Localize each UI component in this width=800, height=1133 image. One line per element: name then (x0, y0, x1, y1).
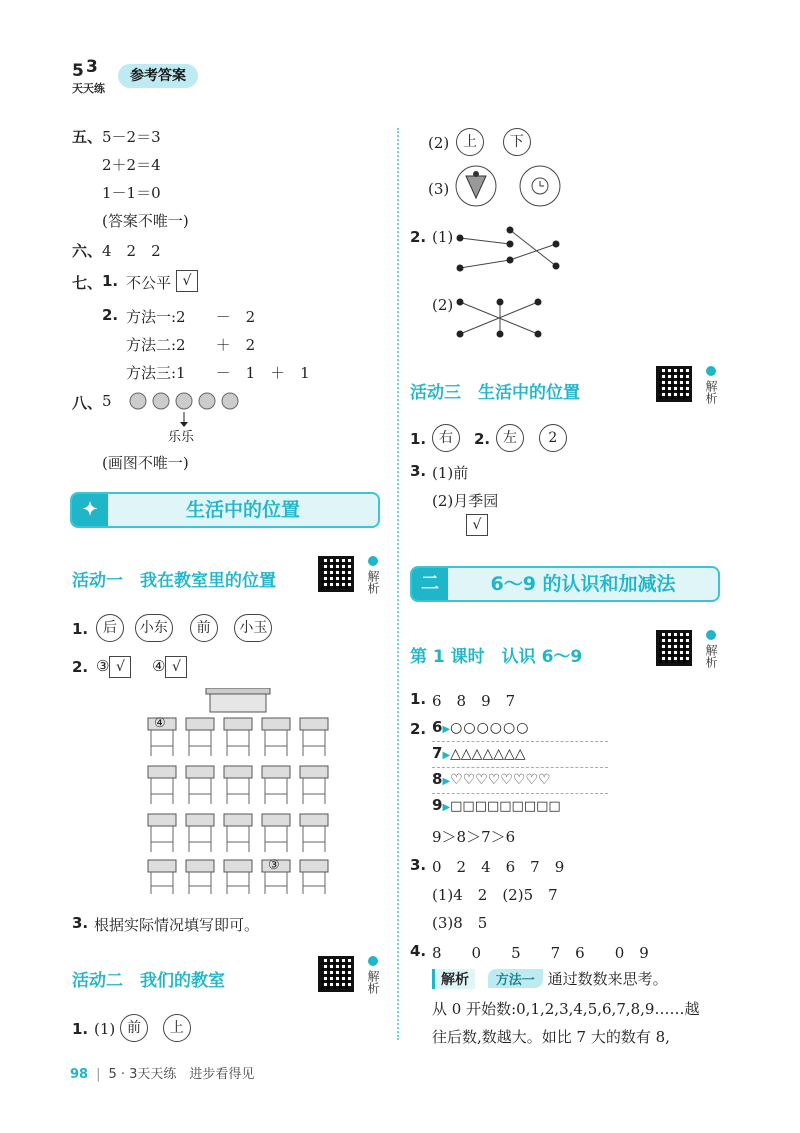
qr-label: 解析 (704, 644, 718, 668)
footer-text: 5 · 3天天练 进步看得见 (108, 1067, 255, 1082)
q7-item2-num: 2. (102, 306, 119, 324)
classroom-desks-illustration (144, 688, 334, 902)
section-number-icon: 二 (412, 568, 448, 600)
svg-text:5: 5 (72, 61, 84, 81)
q8-answer: 5 (102, 392, 112, 410)
shape-row: 8▶♡♡♡♡♡♡♡♡ (432, 770, 608, 794)
a3-q2-answers (496, 424, 567, 452)
l1-q3-line-1: 0 2 4 6 7 9 (432, 858, 565, 876)
q7-item1-text: 不公平 (126, 274, 172, 292)
a3-q1-answer: 右 (432, 424, 460, 452)
answer-circle: 上 (456, 128, 484, 156)
a1-q2-answer-a: ③ √ (96, 656, 131, 678)
a3-q3-a: (1)前 (432, 464, 469, 482)
answer-circle: 小东 (135, 614, 173, 642)
answer-circle: 前 (190, 614, 218, 642)
desk-label-bottom: ③ (268, 858, 280, 873)
section-2-title: 6～9 的认识和加减法 (490, 573, 676, 595)
a1-q1-num: 1. (72, 620, 89, 638)
q8-arrow-label: 乐乐 (168, 430, 195, 445)
svg-text:3: 3 (86, 57, 98, 77)
answer-circle: 后 (96, 614, 124, 642)
answer-circle: 前 (120, 1014, 148, 1042)
play-icon (368, 956, 378, 966)
shape-row: 9▶□□□□□□□□□ (432, 796, 561, 814)
a3-q3-b: (2)月季园 (432, 492, 499, 510)
section-banner-1 (70, 492, 380, 528)
q8-note: (画图不唯一) (102, 454, 189, 472)
column-divider (397, 128, 399, 1040)
l1-q3-num: 3. (410, 856, 427, 874)
l1-q2-num: 2. (410, 720, 427, 738)
tent-icon (454, 164, 498, 212)
qr-code-icon[interactable] (318, 556, 354, 592)
qr-code-icon[interactable] (656, 366, 692, 402)
q7-method-2: 方法二:2 ＋ 2 (126, 336, 256, 354)
page-number: 98 (70, 1067, 89, 1082)
qr-label: 解析 (366, 970, 380, 994)
q5-line-3: 1－1＝0 (102, 184, 161, 202)
q5-note: (答案不唯一) (102, 212, 189, 230)
q7-check-box: √ (176, 270, 198, 292)
a1-q1-answers (96, 614, 272, 642)
play-icon (706, 630, 716, 640)
a1-q3-num: 3. (72, 914, 89, 932)
q7-method-3: 方法三:1 － 1 ＋ 1 (126, 364, 310, 382)
a3-q2-num: 2. (474, 430, 491, 448)
a3-q1-num: 1. (410, 430, 427, 448)
analysis-row (432, 968, 668, 989)
answer-key-badge: 参考答案 (118, 64, 198, 88)
clock-icon (518, 164, 562, 212)
qr-label: 解析 (704, 380, 718, 404)
l1-q1-answer: 6 8 9 7 (432, 692, 516, 710)
l1-q1-num: 1. (410, 690, 427, 708)
brand-logo (70, 56, 114, 96)
analysis-para-2: 往后数,数越大。如比 7 大的数有 8, (432, 1028, 670, 1046)
q5-line-2: 2＋2＝4 (102, 156, 161, 174)
q6-answer: 4 2 2 (102, 242, 161, 260)
matching-lines-2 (456, 294, 546, 348)
svg-text:天天练: 天天练 (72, 82, 105, 95)
page-footer: 98 | 5 · 3天天练 进步看得见 (70, 1067, 255, 1082)
activity-1-title: 活动一 我在教室里的位置 (72, 571, 276, 591)
q7-label: 七、 (72, 274, 103, 292)
r-q2-num: 2. (410, 228, 427, 246)
play-icon (368, 556, 378, 566)
q8-label: 八、 (72, 394, 103, 412)
r3-sub: (3) (428, 180, 450, 198)
a2-q1-answers (120, 1014, 191, 1042)
diamond-icon: ✦ (72, 494, 108, 526)
l1-q3-line-3: (3)8 5 (432, 914, 488, 932)
section-1-title: 生活中的位置 (185, 499, 300, 521)
a1-q3-text: 根据实际情况填写即可。 (94, 916, 260, 934)
answer-circle: 左 (496, 424, 524, 452)
q7-method-1: 方法一:2 － 2 (126, 308, 256, 326)
qr-label: 解析 (366, 570, 380, 594)
play-icon (706, 366, 716, 376)
activity-3-title: 活动三 生活中的位置 (410, 383, 580, 403)
q5-line-1: 5－2＝3 (102, 128, 161, 146)
answer-circle: 2 (539, 424, 567, 452)
r-q2-sub2: (2) (432, 296, 454, 314)
shape-row: 7▶△△△△△△△ (432, 744, 608, 768)
analysis-tag: 解析 (432, 969, 475, 989)
a1-q2-num: 2. (72, 658, 89, 676)
answer-circle: 上 (163, 1014, 191, 1042)
r2-sub: (2) (428, 134, 450, 152)
l1-q3-line-2: (1)4 2 (2)5 7 (432, 886, 558, 904)
analysis-text: 通过数数来思考。 (547, 970, 668, 988)
q6-label: 六、 (72, 242, 103, 260)
method-tag: 方法一 (488, 969, 543, 988)
q7-item1-num: 1. (102, 272, 119, 290)
a2-q1-num: 1. (72, 1020, 89, 1038)
matching-lines-1 (456, 224, 566, 278)
l1-q2-compare: 9＞8＞7＞6 (432, 828, 516, 846)
a2-q1-sub: (1) (94, 1020, 116, 1038)
activity-2-title: 活动二 我们的教室 (72, 971, 225, 991)
answer-circle: 小玉 (234, 614, 272, 642)
qr-code-icon[interactable] (656, 630, 692, 666)
answer-circle: 下 (503, 128, 531, 156)
l1-q4-answer: 8 0 5 7 6 0 9 (432, 944, 649, 962)
q5-label: 五、 (72, 128, 103, 146)
a1-q2-answer-b: ④ √ (152, 656, 187, 678)
section-banner-2 (410, 566, 720, 602)
l1-q4-num: 4. (410, 942, 427, 960)
a3-q3-num: 3. (410, 462, 427, 480)
shape-row: 6▶○○○○○○ (432, 718, 608, 742)
a3-q3-check: √ (466, 514, 488, 536)
r2-answers (456, 128, 531, 156)
lesson-1-title: 第 1 课时 认识 6～9 (410, 647, 583, 667)
r-q2-sub1: (1) (432, 228, 454, 246)
desk-label-top: ④ (154, 716, 166, 731)
qr-code-icon[interactable] (318, 956, 354, 992)
analysis-para-1: 从 0 开始数:0,1,2,3,4,5,6,7,8,9……越 (432, 1000, 700, 1018)
